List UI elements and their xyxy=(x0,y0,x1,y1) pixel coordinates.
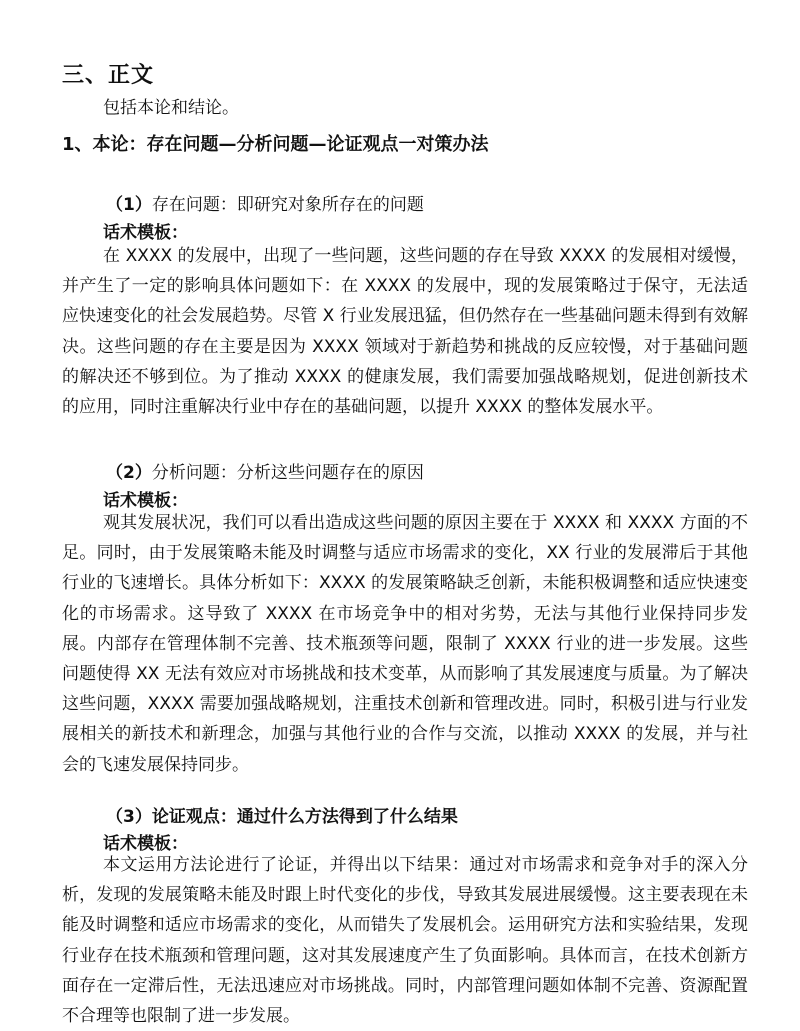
item-1-number: （1） xyxy=(106,195,152,215)
item-2-title-text: 分析问题：分析这些问题存在的原因 xyxy=(151,463,424,483)
section-intro: 包括本论和结论。 xyxy=(103,98,239,118)
item-1-title xyxy=(106,190,424,215)
item-3-title-text: 论证观点：通过什么方法得到了什么结果 xyxy=(151,807,458,827)
item-3-title xyxy=(106,802,458,827)
item-1-body: 在 XXXX 的发展中，出现了一些问题，这些问题的存在导致 XXXX 的发展相对缓慢，并产生了一定的影响具体问题如下：在 XXXX 的发展中，现的发展策略过于保守，无法适应快速变化的社会发展趋势。尽管 X 行业发展迅猛，但仍然存在一些基础问题未得到有效解决。这些问题的存在主要是因为 XXXX 领域对于新趋势和挑战的反应较慢，对于基础问题的解决还不够到位。为了推动 XXXX 的健康发展，我们需要加强战略规划，促进创新技术的应用，同时注重解决行业中存在的基础问题，以提升 XXXX 的整体发展水平。 xyxy=(62,246,748,418)
subsection-heading: 1、本论：存在问题—分析问题—论证观点一对策办法 xyxy=(62,134,489,155)
item-1-title-text: 存在问题：即研究对象所存在的问题 xyxy=(151,195,424,215)
item-3-body: 本文运用方法论进行了论证，并得出以下结果：通过对市场需求和竞争对手的深入分析，发现的发展策略未能及时跟上时代变化的步伐，导致其发展进展缓慢。这主要表现在未能及时调整和适应市场需求的变化，从而错失了发展机会。运用研究方法和实验结果，发现行业存在技术瓶颈和管理问题，这对其发展速度产生了负面影响。具体而言，在技术创新方面存在一定滞后性，无法迅速应对市场挑战。同时，内部管理问题如体制不完善、资源配置不合理等也限制了进一步发展。 xyxy=(62,855,748,1027)
item-1-template-label: 话术模板： xyxy=(103,223,188,243)
item-2-template-label: 话术模板： xyxy=(103,491,188,511)
item-3-template-label: 话术模板： xyxy=(103,834,188,854)
item-2-number: （2） xyxy=(106,463,152,483)
item-2-title xyxy=(106,458,424,483)
section-heading: 三、正文 xyxy=(62,63,155,88)
item-2-body: 观其发展状况，我们可以看出造成这些问题的原因主要在于 XXXX 和 XXXX 方面的不足。同时，由于发展策略未能及时调整与适应市场需求的变化，XX 行业的发展滞后于其他行业的飞速增长。具体分析如下：XXXX 的发展策略缺乏创新，未能积极调整和适应快速变化的市场需求。这导致了 XXXX 在市场竞争中的相对劣势，无法与其他行业保持同步发展。内部存在管理体制不完善、技术瓶颈等问题，限制了 XXXX 行业的进一步发展。这些问题使得 XX 无法有效应对市场挑战和技术变革，从而影响了其发展速度与质量。为了解决这些问题，XXXX 需要加强战略规划，注重技术创新和管理改进。同时，积极引进与行业发展相关的新技术和新理念，加强与其他行业的合作与交流，以推动 XXXX 的发展，并与社会的飞速发展保持同步。 xyxy=(62,513,748,775)
item-3-number: （3） xyxy=(106,807,152,827)
